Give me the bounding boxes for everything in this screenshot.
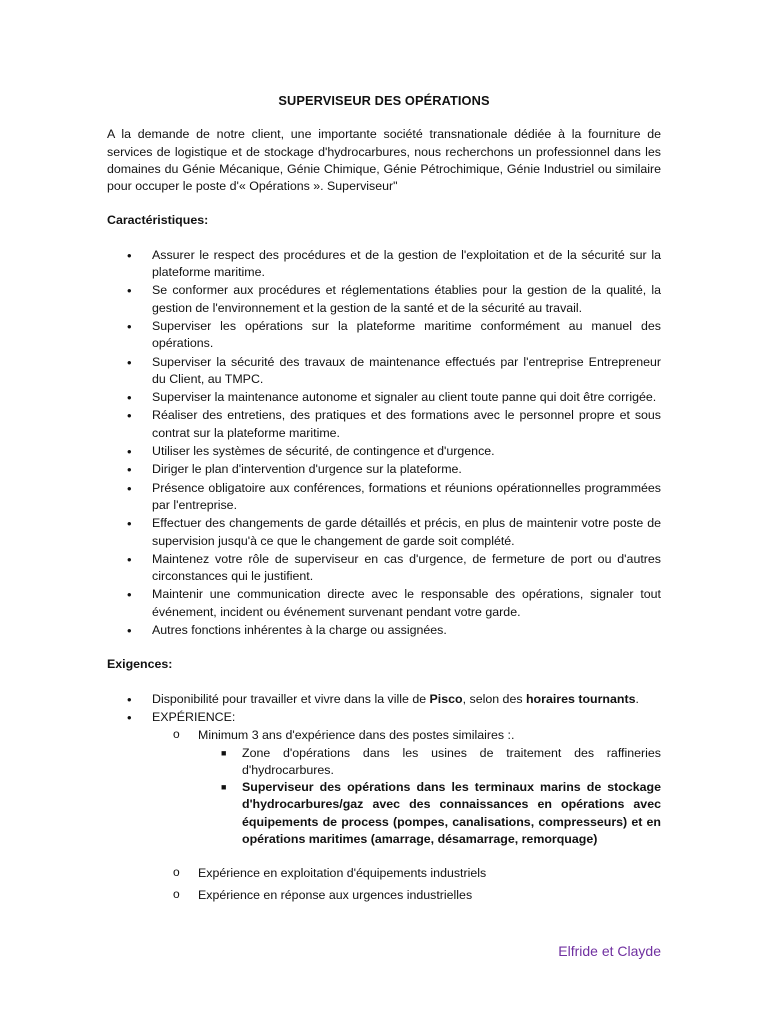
list-item (107, 745, 661, 780)
bullet-icon: • (127, 551, 132, 567)
document-body (107, 92, 661, 904)
requirements-list (107, 691, 661, 727)
list-item (107, 282, 661, 317)
experience-text: Expérience en exploitation d'équipements industriels (198, 866, 487, 881)
zone-text: Superviseur des opérations dans les terminaux marins de stockage d'hydrocarbures/gaz avec des connaissances en opérations avec équipements de process (pompes, canalisations, compresseurs) et en opérations maritimes (amarrage, désamarrage, remorquage) (242, 780, 661, 846)
list-item-text: Superviser les opérations sur la plateforme maritime conformément au manuel des opérations. (152, 318, 661, 351)
bullet-icon: • (127, 318, 132, 334)
experience-item (107, 709, 661, 726)
list-item (107, 247, 661, 282)
bullet-icon: • (127, 587, 132, 603)
characteristics-heading: Caractéristiques: (107, 213, 209, 228)
list-item (107, 443, 661, 460)
square-bullet-icon: ■ (221, 747, 227, 758)
intro-paragraph: A la demande de notre client, une importante société transnationale dédiée à la fourniture de services de logistique et de stockage d'hydrocarbures, nous recherchons un professionnel dans les domaines du Génie Mécanique, Génie Chimique, Génie Pétrochimique, Génie Industriel ou similaire pour occuper le poste d'« Opérations ». Superviseur" (107, 127, 661, 194)
requirements-heading: Exigences: (107, 657, 173, 672)
list-item-text: Effectuer des changements de garde détaillés et précis, en plus de maintenir votre poste de supervision jusqu'à ce que le changement de garde soit complété. (152, 516, 661, 548)
circle-bullet-icon: o (173, 727, 180, 742)
list-item (107, 865, 661, 882)
bullet-icon: • (127, 247, 132, 263)
list-item-text: Maintenez votre rôle de superviseur en cas d'urgence, de fermeture de port ou d'autres circonstances qui le justifient. (152, 551, 661, 584)
list-item (107, 461, 661, 478)
list-item (107, 407, 661, 442)
zones-sublist (107, 745, 661, 849)
list-item (107, 779, 661, 848)
list-item-text: Maintenir une communication directe avec le responsable des opérations, signaler tout événement, incident ou événement survenant pendant votre garde. (152, 587, 661, 619)
availability-text: Disponibilité pour travailler et vivre dans la ville de (152, 691, 430, 706)
zone-text: Zone d'opérations dans les usines de traitement des raffineries d'hydrocarbures. (242, 745, 661, 777)
bullet-icon: • (127, 283, 132, 299)
city-name: Pisco (429, 691, 463, 706)
list-item (107, 515, 661, 550)
bullet-icon: • (127, 516, 132, 532)
list-item (107, 551, 661, 586)
schedule-text: horaires tournants (525, 691, 636, 706)
list-item (107, 480, 661, 515)
signature: Elfride et Clayde (558, 943, 661, 959)
availability-end-text: . (635, 691, 639, 706)
experience-sublist (107, 727, 661, 744)
list-item-text: Se conformer aux procédures et réglementations établies pour la gestion de la qualité, la gestion de l'environnement et la gestion de la santé et de la sécurité au travail. (152, 283, 661, 315)
list-item (107, 586, 661, 621)
list-item-text: Superviser la sécurité des travaux de maintenance effectués par l'entreprise Entrepreneur du Client, au TMPC. (152, 354, 661, 386)
list-item-text: Superviser la maintenance autonome et signaler au client toute panne qui doit être corrigée. (152, 390, 657, 405)
list-item-text: Autres fonctions inhérentes à la charge ou assignées. (152, 623, 447, 638)
bullet-icon: • (127, 691, 132, 707)
list-item-text: Assurer le respect des procédures et de la gestion de l'exploitation et de la sécurité sur la plateforme maritime. (152, 247, 661, 280)
list-item (107, 318, 661, 353)
list-item (107, 887, 661, 904)
bullet-icon: • (127, 623, 132, 639)
bullet-icon: • (127, 480, 132, 496)
min-years-text: Minimum 3 ans d'expérience dans des postes similaires :. (198, 728, 515, 743)
bullet-icon: • (127, 390, 132, 406)
list-item (107, 622, 661, 639)
circle-bullet-icon: o (173, 886, 180, 901)
spacer (107, 848, 661, 865)
availability-middle-text: , selon des (462, 691, 526, 706)
list-item (107, 389, 661, 406)
bullet-icon: • (127, 408, 132, 424)
characteristics-list (107, 247, 661, 640)
list-item-text: Diriger le plan d'intervention d'urgence sur la plateforme. (152, 462, 462, 477)
other-experience-list (107, 865, 661, 904)
bullet-icon: • (127, 709, 132, 725)
list-item-text: Présence obligatoire aux conférences, formations et réunions opérationnelles programmées par l'entreprise. (152, 480, 661, 512)
circle-bullet-icon: o (173, 865, 180, 880)
experience-label: EXPÉRIENCE: (152, 709, 236, 724)
list-item-text: Réaliser des entretiens, des pratiques et des formations avec le personnel propre et sous contrat sur la plateforme maritime. (152, 408, 661, 440)
list-item (107, 354, 661, 389)
bullet-icon: • (127, 354, 132, 370)
bullet-icon: • (127, 462, 132, 478)
page-title: SUPERVISEUR DES OPÉRATIONS (278, 93, 490, 108)
experience-text: Expérience en réponse aux urgences industrielles (198, 887, 473, 902)
list-item-text: Utiliser les systèmes de sécurité, de contingence et d'urgence. (152, 444, 495, 459)
list-item (107, 727, 661, 744)
availability-item (107, 691, 661, 708)
bullet-icon: • (127, 444, 132, 460)
square-bullet-icon: ■ (221, 782, 227, 793)
